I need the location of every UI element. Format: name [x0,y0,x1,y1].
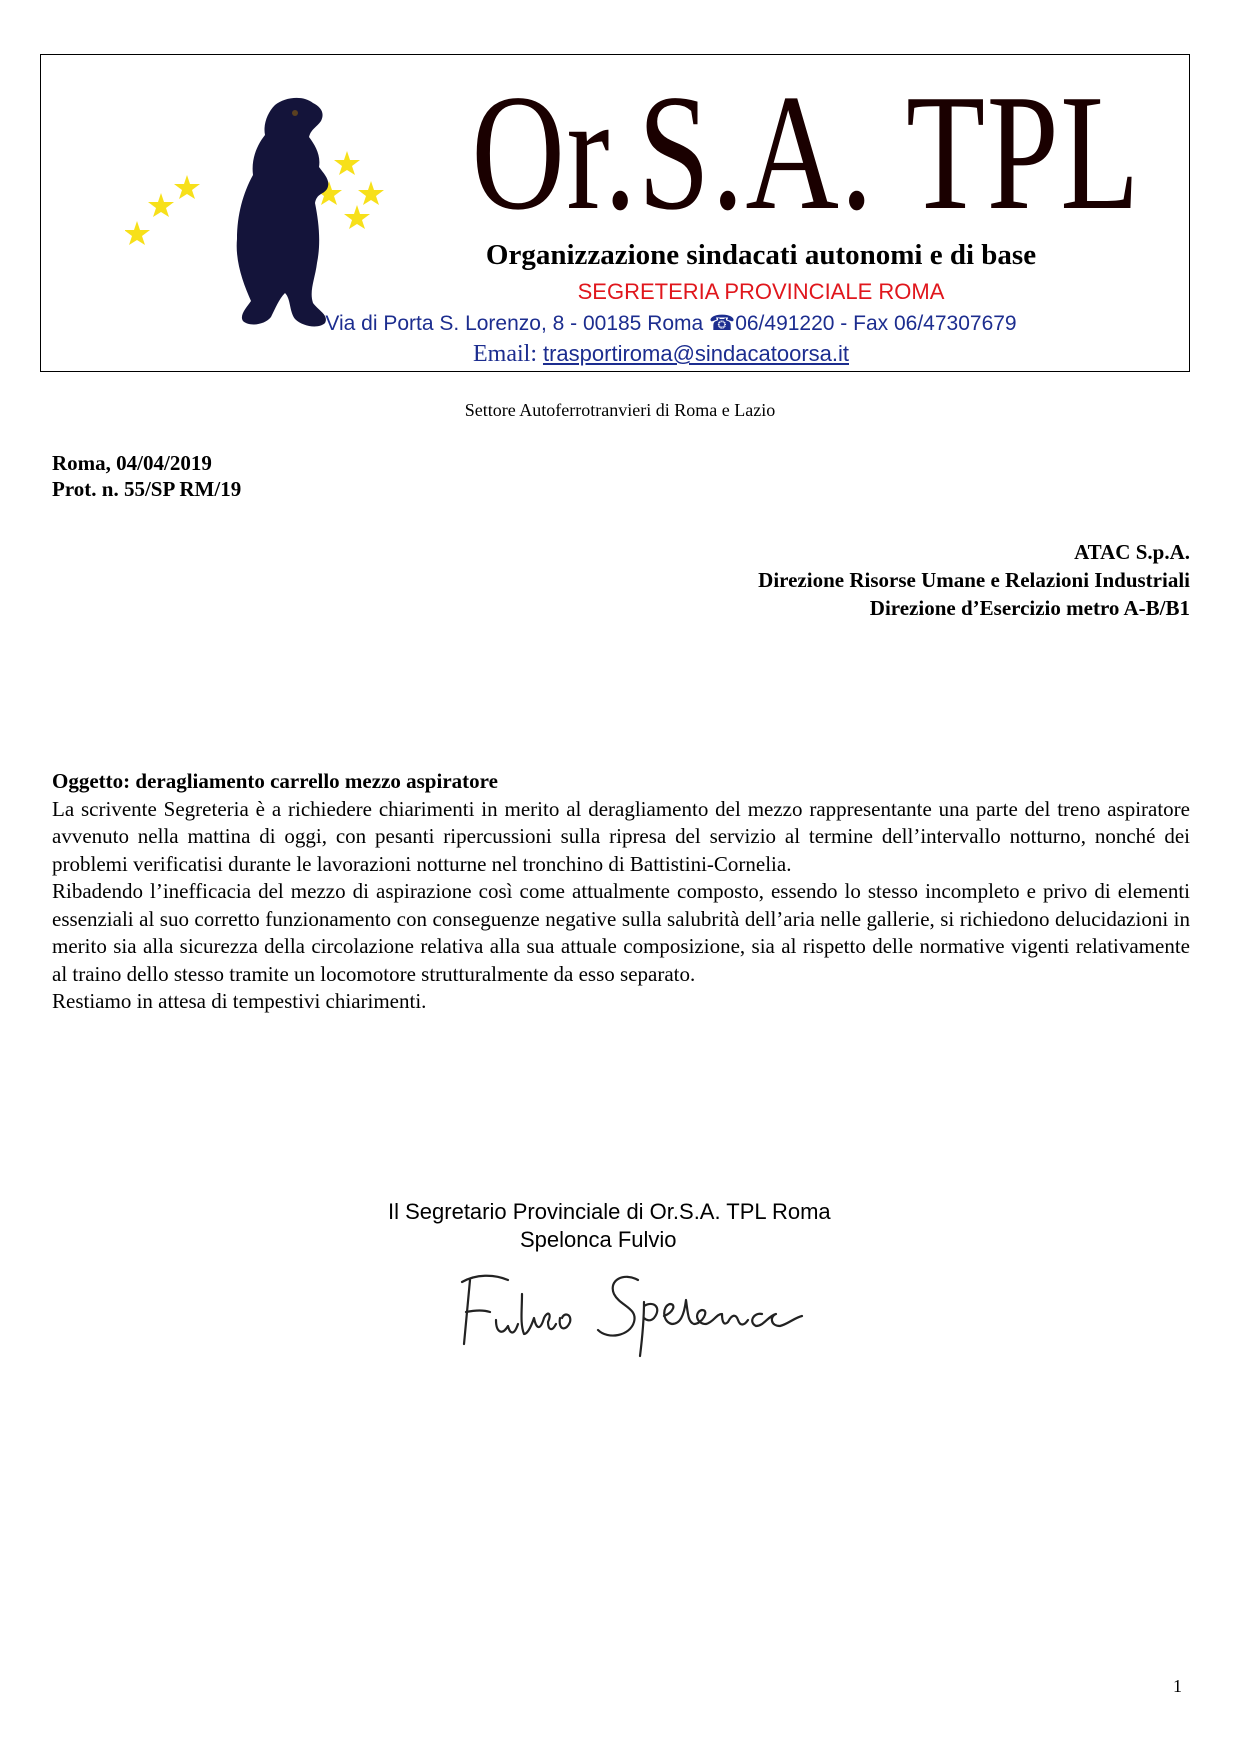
letter-body [52,768,1190,1016]
body-paragraph: Ribadendo l’inefficacia del mezzo di aspirazione così come attualmente composto, essendo lo stesso incompleto e privo di elementi essenziali al suo corretto funzionamento con conseguenze negative sulla salubrità dell’aria nelle gallerie, si richiedono delucidazioni in merito sia alla sicurezza della circolazione relativa alla sua attuale composizione, sia al rispetto delle normative vigenti relativamente al traino dello stesso tramite un locomotore strutturalmente da esso separato. [52,879,1190,986]
signatory-title: Il Segretario Provinciale di Or.S.A. TPL Roma [388,1199,831,1224]
letterhead [40,54,1190,372]
recipient-line: Direzione d’Esercizio metro A-B/B1 [869,596,1190,620]
handwritten-signature-icon [448,1260,848,1360]
page-number: 1 [1173,1676,1182,1696]
signature-block [388,1198,831,1254]
brand-title: Or.S.A. TPL [471,60,1141,244]
protocol-number: Prot. n. 55/SP RM/19 [52,477,242,501]
email-line [341,341,981,368]
recipient-line: ATAC S.p.A. [1074,540,1190,564]
email-link[interactable]: trasportiroma@sindacatoorsa.it [542,341,849,366]
sector-line: Settore Autoferrotranvieri di Roma e Lazio [464,400,776,420]
recipient-line: Direzione Risorse Umane e Relazioni Industriali [758,568,1190,592]
letter-meta [52,450,241,502]
segreteria-name: SEGRETERIA PROVINCIALE ROMA [577,279,945,304]
body-paragraph: Restiamo in attesa di tempestivi chiarimenti. [52,989,427,1013]
email-label: Email: [473,341,543,367]
body-paragraph: La scrivente Segreteria è a richiedere chiarimenti in merito al deragliamento del mezzo rappresentante una parte del treno aspiratore avvenuto nella mattina di oggi, con pesanti ripercussioni sulla ripresa del servizio al termine dell’intervallo notturno, nonché dei problemi verificatisi durante le lavorazioni notturne nel tronchino di Battistini-Cornelia. [52,796,1190,876]
letter-date: Roma, 04/04/2019 [52,451,212,475]
address-line: Via di Porta S. Lorenzo, 8 - 00185 Roma ☎06/491220 - Fax 06/47307679 [325,312,1017,335]
recipients-block [758,538,1190,622]
letter-subject: Oggetto: deragliamento carrello mezzo aspiratore [52,769,498,793]
organization-name: Organizzazione sindacati autonomi e di base [485,239,1037,271]
signatory-name: Spelonca Fulvio [520,1227,677,1252]
